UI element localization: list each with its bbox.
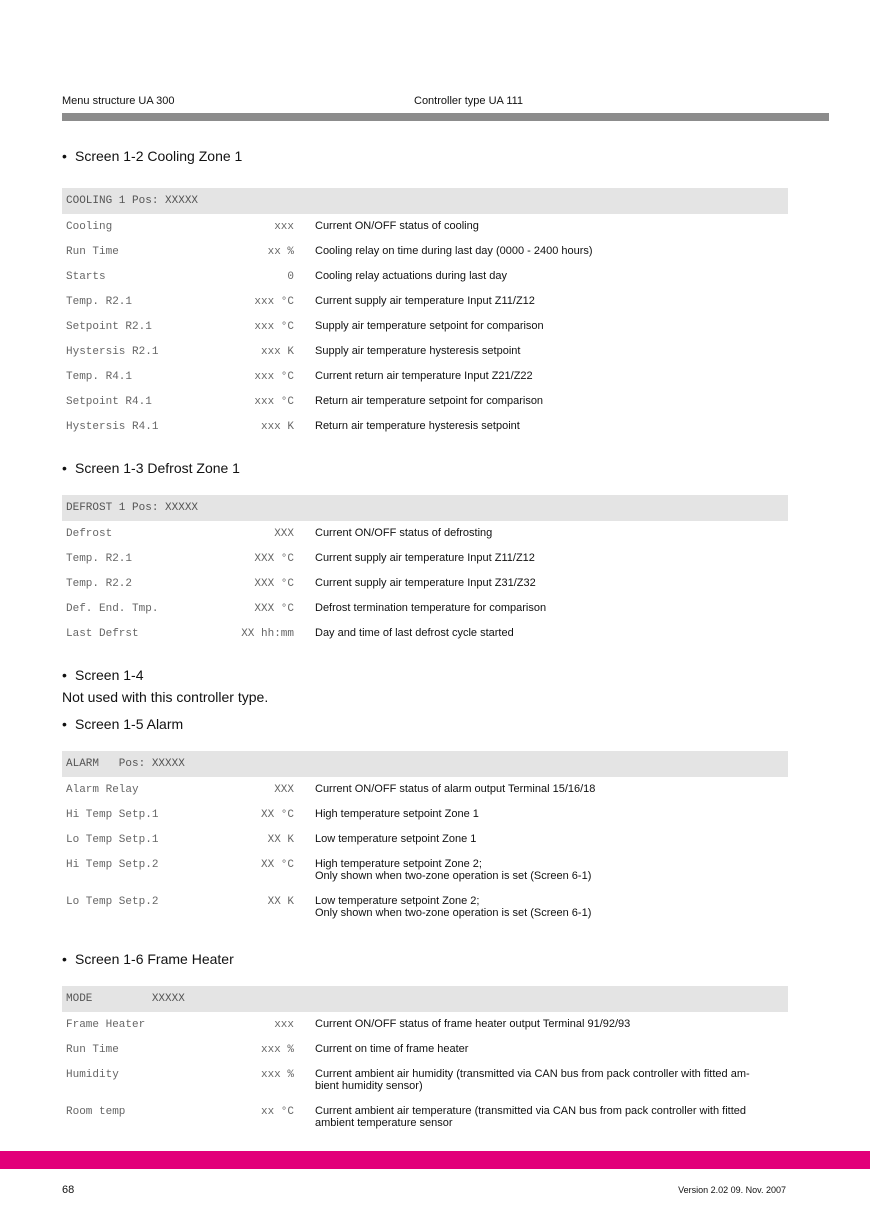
table-row: Temp. R2.1 XXX °C Current supply air temperature Input Z11/Z12: [66, 552, 535, 565]
table-row: Hystersis R4.1 xxx K Return air temperature hysteresis setpoint: [66, 420, 520, 433]
table-row: Setpoint R4.1 xxx °C Return air temperature setpoint for comparison: [66, 395, 544, 408]
header-right: Controller type UA 111: [414, 95, 524, 107]
table-row: Hi Temp Setp.1 XX °C High temperature setpoint Zone 1: [66, 808, 479, 821]
table-row: Temp. R2.1 xxx °C Current supply air temperature Input Z11/Z12: [66, 295, 535, 308]
table-row: Alarm Relay XXX Current ON/OFF status of alarm output Terminal 15/16/18: [66, 783, 596, 796]
table-row: Run Time xx % Cooling relay on time during last day (0000 - 2400 hours): [66, 245, 593, 258]
table-header: MODE XXXXX: [62, 986, 788, 1012]
table-row: Def. End. Tmp. XXX °C Defrost termination temperature for comparison: [66, 602, 547, 615]
bullet-icon: •: [62, 460, 67, 476]
alarm-table: [62, 751, 788, 926]
bullet-icon: •: [62, 148, 67, 164]
table-row: Hi Temp Setp.2 XX °C High temperature setpoint Zone 2; Only shown when two-zone operation is set (Screen 6-1): [66, 858, 592, 882]
bullet-icon: •: [62, 716, 67, 732]
section-title-cooling: • Screen 1-2 Cooling Zone 1: [62, 148, 243, 164]
table-row: Temp. R4.1 xxx °C Current return air temperature Input Z21/Z22: [66, 370, 533, 383]
frame-heater-table: [62, 986, 788, 1136]
table-row: Starts 0 Cooling relay actuations during last day: [66, 270, 508, 283]
header-left: Menu structure UA 300: [62, 95, 175, 107]
header-divider: [62, 113, 829, 121]
table-header: COOLING 1 Pos: XXXXX: [62, 188, 788, 214]
table-row: Setpoint R2.1 xxx °C Supply air temperature setpoint for comparison: [66, 320, 544, 333]
bullet-icon: •: [62, 951, 67, 967]
table-row: Humidity xxx % Current ambient air humidity (transmitted via CAN bus from pack controller with fitted am- bient humidity sensor): [66, 1068, 750, 1092]
version-info: Version 2.02 09. Nov. 2007: [678, 1185, 786, 1195]
table-row: Lo Temp Setp.2 XX K Low temperature setpoint Zone 2; Only shown when two-zone operation is set (Screen 6-1): [66, 895, 592, 919]
table-row: Cooling xxx Current ON/OFF status of cooling: [66, 220, 479, 233]
page-number: 68: [62, 1184, 75, 1196]
table-row: Last Defrst XX hh:mm Day and time of last defrost cycle started: [66, 627, 514, 640]
footer-bar: [0, 1151, 870, 1169]
table-header: ALARM Pos: XXXXX: [62, 751, 788, 777]
table-row: Hystersis R2.1 xxx K Supply air temperature hysteresis setpoint: [66, 345, 521, 358]
screen14-note: Not used with this controller type.: [62, 689, 269, 705]
defrost-table: [62, 495, 788, 646]
table-row: Room temp xx °C Current ambient air temperature (transmitted via CAN bus from pack controller with fitted ambient temperature sensor: [66, 1105, 746, 1129]
bullet-icon: •: [62, 667, 67, 683]
table-header: DEFROST 1 Pos: XXXXX: [62, 495, 788, 521]
table-row: Temp. R2.2 XXX °C Current supply air temperature Input Z31/Z32: [66, 577, 536, 590]
section-title-frame-heater: • Screen 1-6 Frame Heater: [62, 951, 234, 967]
section-title-screen14: • Screen 1-4: [62, 667, 144, 683]
section-title-defrost: • Screen 1-3 Defrost Zone 1: [62, 460, 240, 476]
table-row: Lo Temp Setp.1 XX K Low temperature setpoint Zone 1: [66, 833, 477, 846]
cooling-table: [62, 188, 788, 439]
table-row: Defrost XXX Current ON/OFF status of defrosting: [66, 527, 493, 540]
table-row: Frame Heater xxx Current ON/OFF status of frame heater output Terminal 91/92/93: [66, 1018, 631, 1031]
table-row: Run Time xxx % Current on time of frame heater: [66, 1043, 469, 1056]
section-title-alarm: • Screen 1-5 Alarm: [62, 716, 184, 732]
